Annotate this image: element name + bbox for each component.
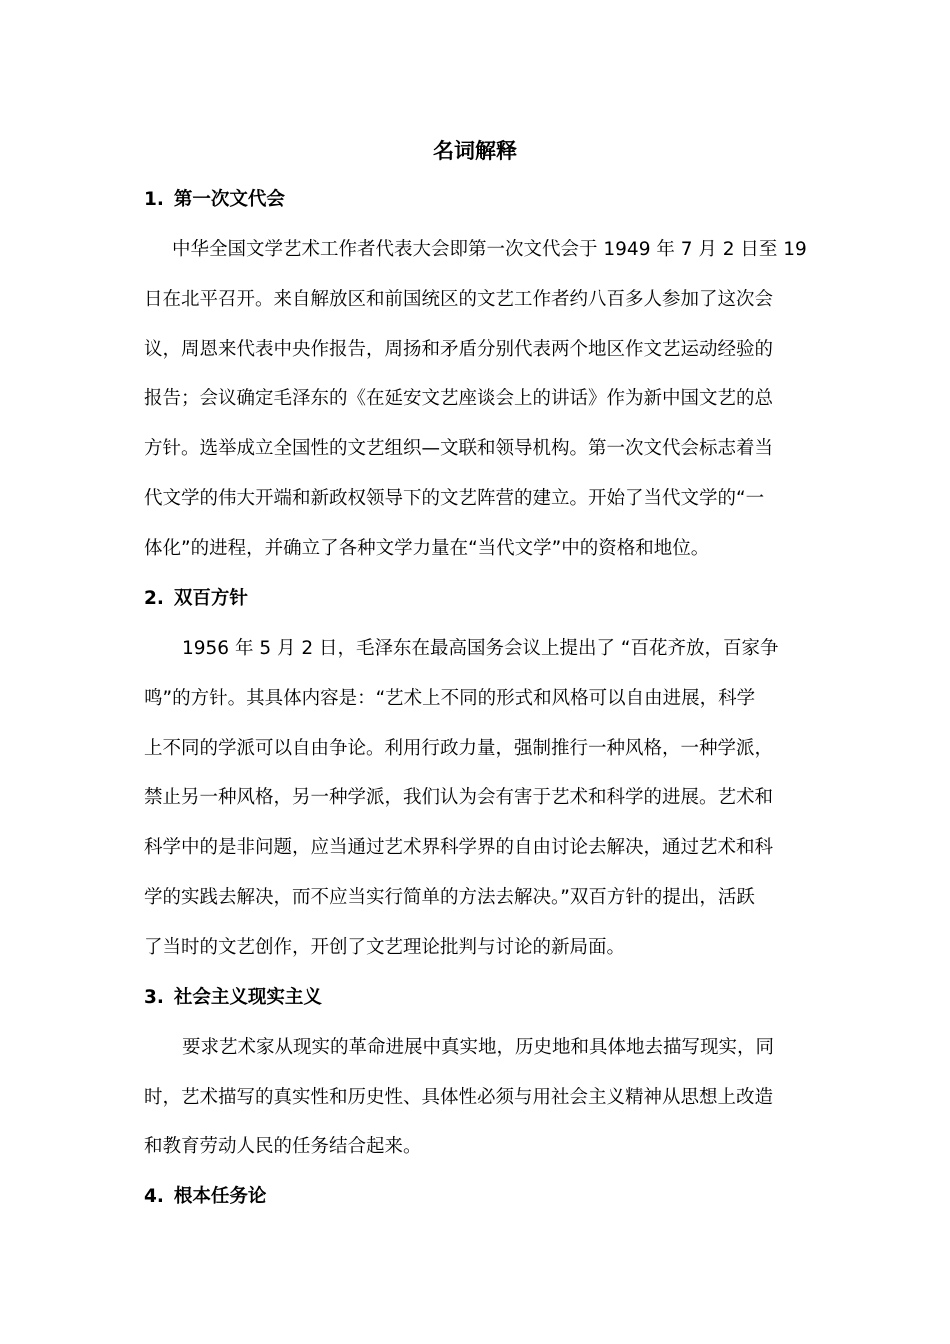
section-title: 第一次文代会 (173, 189, 285, 210)
section-heading-4 (144, 1182, 266, 1212)
section-heading-2 (144, 584, 248, 614)
section-number: 2. (144, 588, 164, 609)
section-number: 4. (144, 1186, 164, 1207)
paragraph-line: 禁止另一种风格，另一种学派，我们认为会有害于艺术和科学的进展。艺术和 (144, 787, 774, 808)
paragraph-line: 方针。选举成立全国性的文艺组织—文联和领导机构。第一次文代会标志着当 (144, 438, 774, 459)
section-title: 根本任务论 (173, 1186, 267, 1207)
paragraph-line: 议，周恩来代表中央作报告，周扬和矛盾分别代表两个地区作文艺运动经验的 (144, 339, 774, 360)
paragraph-line: 日在北平召开。来自解放区和前国统区的文艺工作者约八百多人参加了这次会 (144, 289, 774, 310)
paragraph-line: 科学中的是非问题，应当通过艺术界科学界的自由讨论去解决，通过艺术和科 (144, 837, 774, 858)
paragraph-line: 1956 年 5 月 2 日，毛泽东在最高国务会议上提出了 “百花齐放，百家争 (182, 638, 779, 659)
paragraph-line: 了当时的文艺创作，开创了文艺理论批判与讨论的新局面。 (144, 937, 626, 958)
section-number: 3. (144, 987, 164, 1008)
paragraph-line: 和教育劳动人民的任务结合起来。 (144, 1136, 422, 1157)
section-title: 社会主义现实主义 (173, 987, 322, 1008)
paragraph-line: 代文学的伟大开端和新政权领导下的文艺阵营的建立。开始了当代文学的“一 (144, 488, 765, 509)
paragraph-line: 上不同的学派可以自由争论。利用行政力量，强制推行一种风格，一种学派， (144, 738, 774, 759)
paragraph-line: 学的实践去解决，而不应当实行简单的方法去解决。”双百方针的提出，活跃 (144, 887, 755, 908)
paragraph-line: 报告；会议确定毛泽东的《在延安文艺座谈会上的讲话》作为新中国文艺的总 (144, 388, 774, 409)
paragraph-line: 体化”的进程，并确立了各种文学力量在“当代文学”中的资格和地位。 (144, 538, 710, 559)
section-heading-3 (144, 983, 322, 1013)
paragraph-line: 鸣”的方针。其具体内容是：“艺术上不同的形式和风格可以自由进展，科学 (144, 688, 756, 709)
paragraph-line: 中华全国文学艺术工作者代表大会即第一次文代会于 1949 年 7 月 2 日至 19 (172, 239, 807, 260)
paragraph-line: 时，艺术描写的真实性和历史性、具体性必须与用社会主义精神从思想上改造 (144, 1087, 774, 1108)
paragraph-line: 要求艺术家从现实的革命进展中真实地，历史地和具体地去描写现实，同 (182, 1037, 775, 1058)
section-number: 1. (144, 189, 164, 210)
section-heading-1 (144, 185, 285, 215)
page-title: 名词解释 (433, 139, 517, 163)
section-title: 双百方针 (173, 588, 248, 609)
